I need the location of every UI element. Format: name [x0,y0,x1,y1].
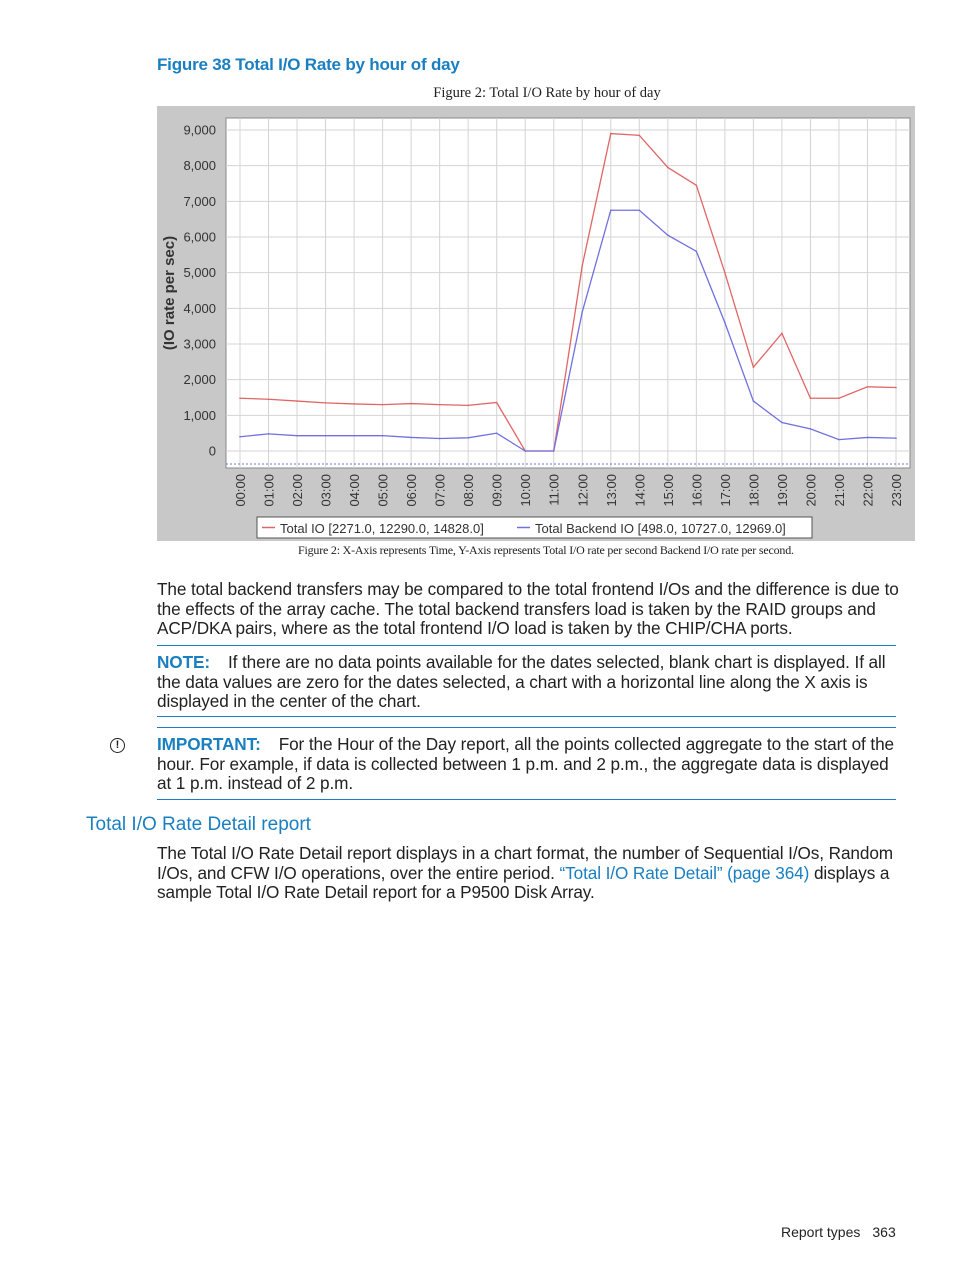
x-tick-label: 09:00 [489,474,505,507]
chart-title-wrap [0,85,954,102]
important-bottom-rule [157,799,896,800]
x-tick-label: 02:00 [290,474,306,507]
note-bottom-rule [157,716,896,717]
data-point [838,397,840,399]
data-point [639,209,641,211]
x-tick-label: 05:00 [375,474,391,507]
data-point [496,432,498,434]
x-tick-label: 18:00 [746,474,762,507]
x-tick-label: 22:00 [860,474,876,507]
data-point [781,422,783,424]
x-tick-label: 17:00 [717,474,733,507]
important-label: IMPORTANT: [157,734,261,754]
note-text: If there are no data points available for the dates selected, blank chart is displayed. If all the data values are zero for the dates selected, a chart with a horizontal line along the X axis is displayed in the center of the chart. [157,652,886,712]
data-point [753,366,755,368]
data-point [724,272,726,274]
data-point [382,435,384,437]
x-tick-label: 00:00 [233,474,248,507]
data-point [553,450,555,452]
data-point [581,311,583,313]
data-point [353,403,355,405]
y-axis-label: (IO rate per sec) [161,235,178,351]
figure-caption: Figure 38 Total I/O Rate by hour of day [157,55,460,74]
y-tick-label: 7,000 [183,193,216,209]
data-point [895,387,897,389]
data-point [325,402,327,404]
legend-entry: Total IO [2271.0, 12290.0, 14828.0] [280,521,484,536]
footer-label: Report types [781,1224,861,1240]
data-point [496,402,498,404]
section-text-after: displays a sample Total I/O Rate Detail report for a P9500 Disk Array. [157,862,890,903]
y-tick-label: 9,000 [183,122,216,138]
data-point [239,397,241,399]
x-tick-label: 07:00 [432,474,448,507]
section-text-before: The Total I/O Rate Detail report displays in a chart format, the number of Sequential I/Os, Random I/Os, and CFW I/O operations, over the entire period. [157,843,893,883]
x-tick-label: 16:00 [689,474,705,507]
data-point [838,439,840,441]
section-paragraph [157,844,899,903]
data-point [895,437,897,439]
data-point [410,437,412,439]
data-point [810,397,812,399]
data-point [696,184,698,186]
x-tick-label: 06:00 [404,474,420,507]
y-tick-label: 5,000 [183,265,216,281]
data-point [581,265,583,267]
x-tick-label: 10:00 [518,474,534,507]
data-point [410,403,412,405]
important-text: For the Hour of the Day report, all the points collected aggregate to the start of the hour. For example, if data is collected between 1 p.m. and 2 p.m., the aggregate data is displayed at 1 p.m. instead of 2 p.m. [157,734,894,794]
data-point [268,433,270,435]
data-point [610,133,612,135]
data-point [753,400,755,402]
y-tick-label: 1,000 [183,407,216,423]
data-point [781,333,783,335]
chart-title: Figure 2: Total I/O Rate by hour of day [433,85,661,101]
data-point [268,398,270,400]
important-top-rule [157,727,896,728]
data-point [610,209,612,211]
chart-footnote: Figure 2: X-Axis represents Time, Y-Axis represents Total I/O rate per second Backend I/O rate per second. [298,543,794,557]
x-tick-label: 12:00 [575,474,591,507]
data-point [867,437,869,439]
data-point [667,234,669,236]
data-point [467,405,469,407]
data-point [439,404,441,406]
data-point [524,450,526,452]
x-tick-label: 20:00 [803,474,819,507]
data-point [810,428,812,430]
data-point [667,167,669,169]
x-tick-label: 23:00 [889,474,904,507]
y-tick-label: 4,000 [183,300,216,316]
data-point [325,435,327,437]
page-footer [781,1224,896,1240]
note-block [157,653,899,712]
exclamation-circle-icon: ! [110,738,125,753]
legend-entry: Total Backend IO [498.0, 10727.0, 12969.0] [535,521,786,536]
y-tick-label: 0 [208,443,216,459]
y-tick-label: 6,000 [183,229,216,245]
x-tick-label: 15:00 [660,474,676,507]
data-point [696,250,698,252]
chart-panel [157,106,915,541]
x-tick-label: 21:00 [831,474,847,507]
page-number: 363 [872,1224,896,1240]
data-point [639,135,641,137]
data-point [353,435,355,437]
x-tick-label: 11:00 [546,474,562,506]
x-tick-label: 13:00 [603,474,619,507]
data-point [467,437,469,439]
x-tick-label: 14:00 [632,474,648,507]
x-tick-label: 04:00 [347,474,363,507]
data-point [296,400,298,402]
cross-reference-link[interactable]: “Total I/O Rate Detail” (page 364) [559,862,810,883]
note-top-rule [157,645,896,646]
data-point [239,436,241,438]
data-point [296,435,298,437]
note-label: NOTE: [157,652,210,672]
data-point [724,322,726,324]
x-tick-label: 01:00 [261,474,277,507]
y-tick-label: 8,000 [183,158,216,174]
y-tick-label: 2,000 [183,372,216,388]
x-tick-label: 03:00 [318,474,334,507]
section-heading: Total I/O Rate Detail report [86,814,311,835]
data-point [867,386,869,388]
x-tick-label: 19:00 [774,474,790,507]
data-point [439,438,441,440]
important-block [157,735,899,794]
x-tick-label: 08:00 [461,474,477,507]
chart-svg [157,106,915,541]
body-paragraph: The total backend transfers may be compared to the total frontend I/Os and the difference is due to the effects of the array cache. The total backend transfers load is taken by the RAID groups and ACP/DKA pairs, where as the total frontend I/O load is taken by the CHIP/CHA ports. [157,579,899,639]
y-tick-label: 3,000 [183,336,216,352]
data-point [382,404,384,406]
